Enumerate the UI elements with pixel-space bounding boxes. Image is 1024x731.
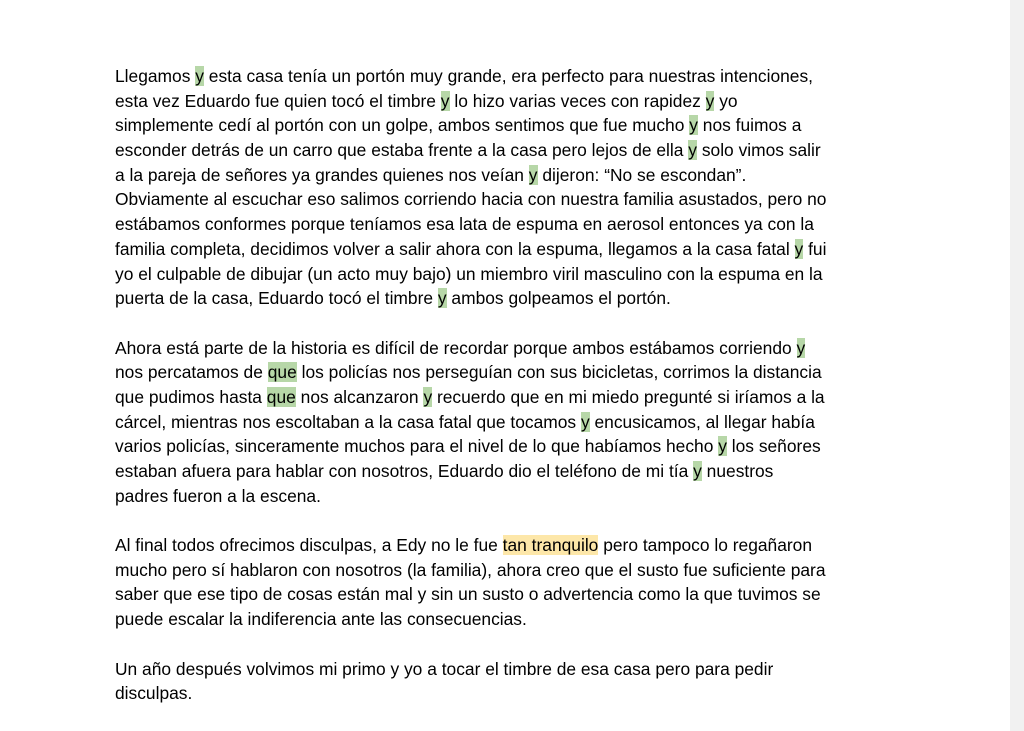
- highlighted-word: y: [693, 461, 702, 481]
- text-run: esta vez Eduardo fue quien tocó el timbre: [115, 90, 441, 111]
- text-run: puede escalar la indiferencia ante las consecuencias.: [115, 609, 527, 630]
- highlighted-phrase: tan tranquilo: [502, 535, 599, 556]
- text-line: [115, 582, 905, 607]
- text-run: nos percatamos de: [115, 362, 268, 383]
- text-run: solo vimos salir: [697, 140, 821, 161]
- paragraph: [115, 336, 905, 509]
- text-run: lo hizo varias veces con rapidez: [449, 90, 706, 111]
- text-run: puerta de la casa, Eduardo tocó el timbre: [115, 288, 438, 309]
- highlighted-word: que: [267, 362, 297, 383]
- text-line: [115, 484, 905, 509]
- text-line: [115, 262, 905, 287]
- text-line: [115, 187, 905, 212]
- document-body: [115, 64, 905, 731]
- text-line: [115, 212, 905, 237]
- text-line: [115, 286, 905, 311]
- text-run: encusicamos, al llegar había: [589, 411, 815, 432]
- text-run: recuerdo que en mi miedo pregunté si iríamos a la: [432, 386, 825, 407]
- text-line: [115, 237, 905, 262]
- text-run: simplemente cedí al portón con un golpe, ambos sentimos que fue mucho: [115, 115, 690, 136]
- text-line: [115, 434, 905, 459]
- highlighted-word: que: [266, 386, 296, 407]
- text-line: [115, 89, 905, 114]
- text-run: Al final todos ofrecimos disculpas, a Edy no le fue: [115, 535, 503, 556]
- highlighted-word: y: [718, 436, 727, 457]
- text-line: [115, 459, 905, 484]
- text-run: nos alcanzaron: [295, 386, 424, 407]
- text-run: nos fuimos a: [697, 115, 802, 136]
- text-run: saber que ese tipo de cosas están mal y sin un susto o advertencia como la que tuvimos se: [115, 584, 821, 605]
- text-run: nuestros: [701, 461, 774, 481]
- text-run: disculpas.: [115, 683, 193, 704]
- text-line: [115, 657, 905, 682]
- highlighted-word: y: [195, 66, 204, 86]
- text-line: [115, 113, 905, 138]
- text-line: [115, 64, 905, 89]
- highlighted-word: y: [796, 337, 806, 358]
- text-run: estaban afuera para hablar con nosotros, Eduardo dio el teléfono de mi tía: [115, 461, 694, 481]
- text-line: [115, 360, 905, 385]
- text-run: Llegamos: [115, 66, 196, 86]
- text-run: que pudimos hasta: [115, 386, 267, 407]
- highlighted-word: y: [423, 386, 433, 407]
- text-run: Un año después volvimos mi primo y yo a tocar el timbre de esa casa pero para pedir: [115, 658, 774, 679]
- text-run: dijeron: “No se escondan”.: [537, 164, 747, 185]
- text-run: los señores: [726, 436, 821, 457]
- highlighted-word: y: [688, 140, 697, 161]
- text-line: [115, 607, 905, 632]
- text-run: familia completa, decidimos volver a salir ahora con la espuma, llegamos a la casa fatal: [115, 238, 795, 259]
- highlighted-word: y: [437, 288, 447, 309]
- text-run: padres fueron a la escena.: [115, 485, 321, 506]
- text-run: estábamos conformes porque teníamos esa lata de espuma en aerosol entonces ya con la: [115, 214, 814, 235]
- text-run: esconder detrás de un carro que estaba frente a la casa pero lejos de ella: [115, 140, 689, 161]
- text-line: [115, 681, 905, 706]
- text-line: [115, 410, 905, 435]
- text-line: [115, 138, 905, 163]
- text-run: mucho pero sí hablaron con nosotros (la familia), ahora creo que el susto fue suficiente para: [115, 559, 826, 580]
- text-line: [115, 558, 905, 583]
- paragraph: [115, 64, 905, 311]
- highlighted-word: y: [580, 411, 590, 432]
- highlighted-word: y: [440, 90, 450, 111]
- text-run: Ahora está parte de la historia es difícil de recordar porque ambos estábamos corriendo: [115, 337, 797, 358]
- paragraph: [115, 533, 905, 632]
- paragraph: [115, 657, 905, 706]
- highlighted-word: y: [794, 238, 804, 259]
- text-run: pero tampoco lo regañaron: [598, 535, 813, 556]
- highlighted-word: y: [705, 90, 715, 111]
- text-line: [115, 533, 905, 558]
- text-run: yo: [714, 90, 738, 111]
- text-run: Obviamente al escuchar eso salimos corriendo hacia con nuestra familia asustados, pero no: [115, 189, 827, 210]
- text-run: los policías nos perseguían con sus bicicletas, corrimos la distancia: [296, 362, 822, 383]
- scrollbar-track[interactable]: [1010, 0, 1024, 731]
- highlighted-word: y: [689, 115, 698, 136]
- text-line: [115, 385, 905, 410]
- text-run: fui: [803, 238, 827, 259]
- text-run: a la pareja de señores ya grandes quienes nos veían: [115, 164, 529, 185]
- text-run: cárcel, mientras nos escoltaban a la casa fatal que tocamos: [115, 411, 581, 432]
- text-run: ambos golpeamos el portón.: [446, 288, 671, 309]
- highlighted-word: y: [528, 164, 538, 185]
- text-line: [115, 163, 905, 188]
- text-run: esta casa tenía un portón muy grande, era perfecto para nuestras intenciones,: [203, 66, 813, 86]
- text-run: varios policías, sinceramente muchos para el nivel de lo que habíamos hecho: [115, 436, 719, 457]
- text-line: [115, 336, 905, 361]
- text-run: yo el culpable de dibujar (un acto muy bajo) un miembro viril masculino con la espuma en la: [115, 263, 823, 284]
